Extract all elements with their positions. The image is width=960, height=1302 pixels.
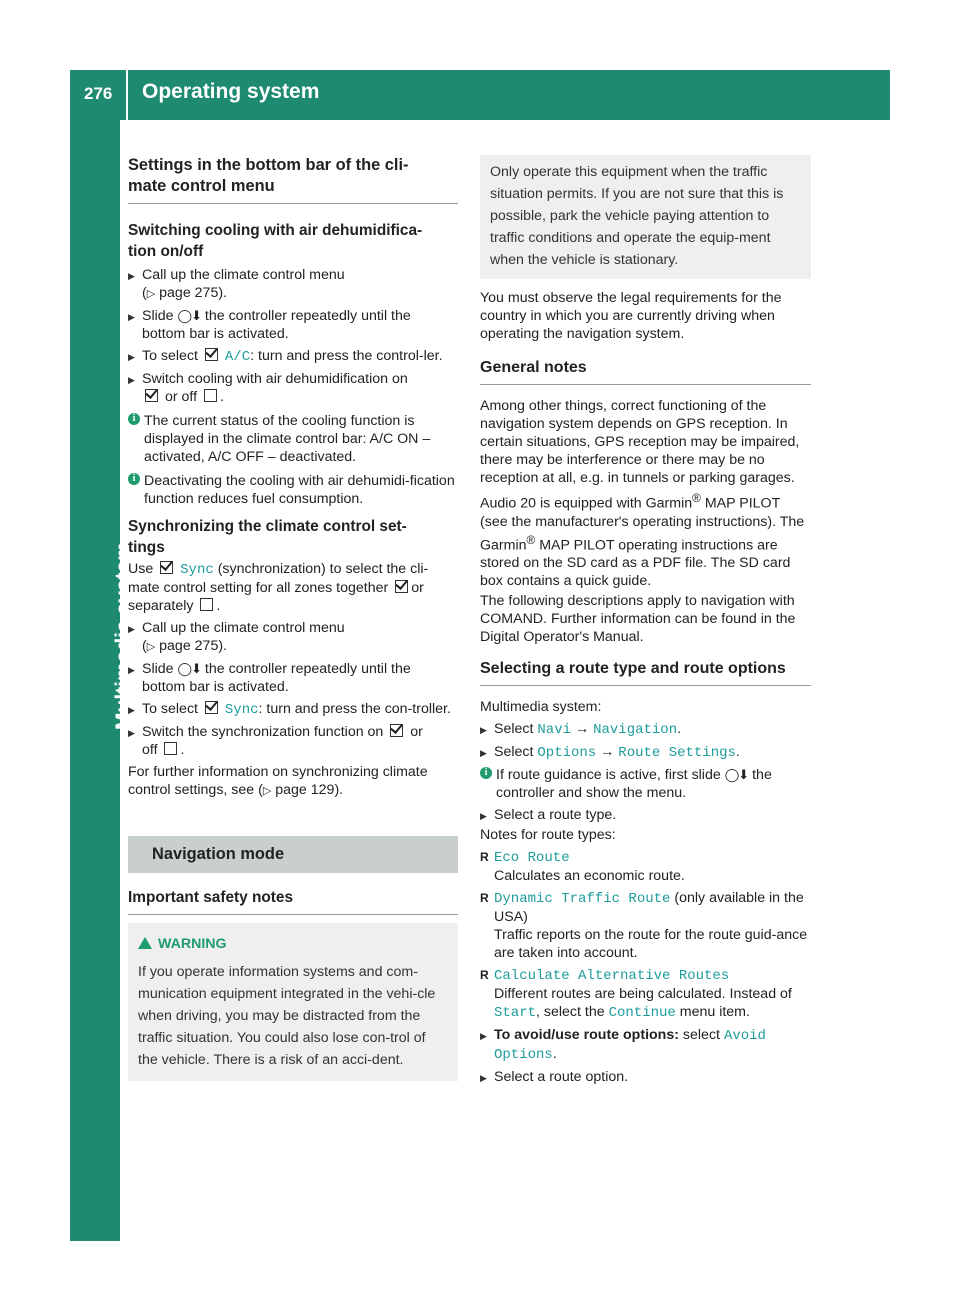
menu-code: Options xyxy=(537,745,597,762)
warning-title: WARNING xyxy=(158,936,227,952)
page-ref: page 129). xyxy=(275,782,344,798)
list-item: ▶ Select Navi → Navigation. xyxy=(480,720,811,739)
step-text: select xyxy=(682,1027,720,1044)
info-icon: i xyxy=(128,413,140,425)
checkbox-checked-icon xyxy=(205,701,218,714)
text: Calculates an economic route. xyxy=(494,868,685,885)
step-text: Call up the climate control menu xyxy=(142,620,345,636)
checkbox-checked-icon xyxy=(390,724,403,737)
text: Use xyxy=(128,561,154,577)
page-ref: page 275). xyxy=(159,638,227,654)
text: (synchronization) to select the cli-mate control setting for all zones together xyxy=(128,561,429,596)
menu-code: Eco Route xyxy=(494,850,570,867)
divider xyxy=(480,685,811,686)
list-item: ▶ Switch cooling with air dehumidification on or off . xyxy=(128,370,458,406)
list-item: ▶ Select Options → Route Settings. xyxy=(480,743,811,762)
notice-text: Only operate this equipment when the traffic situation permits. If you are not sure that this is possible, park the vehicle paying attention to traffic conditions and operate the equip-ment when the vehicle is stationary. xyxy=(490,164,784,268)
menu-code: Calculate Alternative Routes xyxy=(494,968,730,985)
page-number: 276 xyxy=(84,84,113,103)
text: MAP PILOT (see the manufacturer's operating instructions). The Garmin xyxy=(480,495,805,554)
step-text: Switch cooling with air dehumidification on xyxy=(142,371,408,387)
controller-icon: ◯⬇ xyxy=(177,308,201,323)
text: (only available in the USA) xyxy=(494,890,804,926)
menu-code: Sync xyxy=(224,702,259,718)
menu-code: Navi xyxy=(537,722,571,739)
checkbox-checked-icon xyxy=(395,580,408,593)
heading-cooling: Switching cooling with air dehumidifica- tion on/off xyxy=(128,222,423,260)
menu-code: Sync xyxy=(180,562,214,578)
page-ref: page 275). xyxy=(159,285,227,301)
text: Audio 20 is equipped with Garmin xyxy=(480,495,693,512)
notice-box xyxy=(480,155,811,279)
list-item xyxy=(128,307,458,343)
left-column xyxy=(128,155,458,1081)
menu-code: Continue xyxy=(608,1005,676,1022)
paragraph: Notes for route types: xyxy=(480,827,616,844)
page-header xyxy=(70,70,890,120)
heading-general: General notes xyxy=(480,359,587,376)
info-note xyxy=(128,472,458,508)
heading-safety: Important safety notes xyxy=(128,889,294,906)
step-text: or xyxy=(410,724,423,740)
section-title: Navigation mode xyxy=(152,845,285,863)
registered-icon: ® xyxy=(526,532,536,547)
text: separately xyxy=(128,598,194,614)
warning-header xyxy=(138,933,448,955)
list-item xyxy=(480,848,811,885)
warning-text: If you operate information systems and com-munication equipment integrated in the vehi-cle when driving, you may be distracted from the traffic situation. You could also lose con-trol of the vehicle. There is a risk of an acci-dent. xyxy=(138,964,436,1068)
menu-code: Dynamic Traffic Route xyxy=(494,891,671,908)
triangle-icon: ▷ xyxy=(146,641,156,653)
list-item: ▶ Call up the climate control menu (▷ page 275). xyxy=(128,619,458,656)
warning-icon xyxy=(138,937,152,949)
paragraph: Among other things, correct functioning of the navigation system depends on GPS reception. In certain situations, GPS reception may be impaired, there may be interference or there may be no reception at all, e.g. in tunnels or parking garages. xyxy=(480,398,800,486)
menu-code: Options xyxy=(494,1047,553,1064)
controller-icon: ◯⬇ xyxy=(177,661,201,676)
heading-settings: Settings in the bottom bar of the cli- mate control menu xyxy=(128,156,409,195)
step-text: Call up the climate control menu xyxy=(142,267,345,283)
step-text: Select a route option. xyxy=(494,1069,629,1086)
paragraph xyxy=(480,489,811,590)
list-item xyxy=(128,660,458,696)
step-text: To select xyxy=(142,348,198,364)
paragraph: The following descriptions apply to navigation with COMAND. Further information can be found in the Digital Operator's Manual. xyxy=(480,593,796,646)
divider xyxy=(128,203,458,204)
step-text: the controller repeatedly until the bottom bar is activated. xyxy=(142,661,411,695)
step-text: or off xyxy=(164,389,198,405)
list-item xyxy=(480,966,811,1022)
step-text: To avoid/use route options: xyxy=(494,1027,679,1044)
page-title: Operating system xyxy=(142,80,320,103)
step-text: Slide xyxy=(142,308,174,324)
step-text: Select xyxy=(494,721,534,738)
info-text: If route guidance is active, first slide xyxy=(496,767,721,784)
menu-code: Route Settings xyxy=(618,745,736,762)
divider xyxy=(480,384,811,385)
controller-icon: ◯⬇ xyxy=(724,767,749,783)
text: For further information on synchronizing climate control settings, see ( xyxy=(128,764,428,798)
paragraph: You must observe the legal requirements for the country in which you are currently driving when operating the navigation system. xyxy=(480,290,782,342)
triangle-icon: ▷ xyxy=(146,288,156,300)
text: Different routes are being calculated. Instead of xyxy=(494,986,792,1003)
list-item xyxy=(128,347,458,366)
step-text: Select a route type. xyxy=(494,807,617,824)
arrow-icon: → xyxy=(574,721,590,738)
info-note xyxy=(128,412,458,466)
text: Traffic reports on the route for the route guid-ance are taken into account. xyxy=(494,927,808,962)
registered-icon: ® xyxy=(692,491,701,505)
right-column xyxy=(480,155,811,1086)
checkbox-empty-icon xyxy=(204,389,217,402)
step-text: To select xyxy=(142,701,198,717)
warning-box xyxy=(128,923,458,1081)
menu-code: Start xyxy=(494,1005,537,1022)
step-text: the controller repeatedly until the bottom bar is activated. xyxy=(142,308,411,342)
text: MAP PILOT operating instructions are stored on the SD card as a PDF file. The SD card box contains a quick guide. xyxy=(480,537,791,590)
text: or xyxy=(411,580,424,596)
step-text: Slide xyxy=(142,661,174,677)
step-text: Switch the synchronization function on xyxy=(142,724,384,740)
step-text: Select xyxy=(494,744,534,761)
section-band xyxy=(128,836,458,873)
list-item xyxy=(480,806,811,824)
menu-code: Avoid xyxy=(723,1028,766,1045)
heading-sync: Synchronizing the climate control set- tings xyxy=(128,518,407,556)
heading-route: Selecting a route type and route options xyxy=(480,660,786,678)
text: menu item. xyxy=(679,1004,750,1021)
checkbox-empty-icon xyxy=(200,598,213,611)
info-icon: i xyxy=(480,767,492,779)
paragraph xyxy=(128,763,458,800)
triangle-icon: ▷ xyxy=(262,785,272,797)
list-item: ▶ Switch the synchronization function on or off . xyxy=(128,723,458,759)
menu-code: Navigation xyxy=(593,722,678,739)
info-note xyxy=(480,766,811,802)
menu-code: A/C xyxy=(224,349,251,365)
checkbox-checked-icon xyxy=(160,561,173,574)
list-item: ▶ To avoid/use route options: select Avoid Options. xyxy=(480,1026,811,1064)
step-text: : turn and press the control-ler. xyxy=(250,348,443,364)
paragraph: Multimedia system: xyxy=(480,699,602,716)
list-item: ▶ Call up the climate control menu (▷ page 275). xyxy=(128,266,458,303)
text: , select the xyxy=(536,1004,605,1021)
info-text: Deactivating the cooling with air dehumidi-fication function reduces fuel consumption. xyxy=(144,473,455,507)
arrow-icon: → xyxy=(600,744,615,761)
list-item xyxy=(128,700,458,719)
info-text: the controller and show the menu. xyxy=(496,767,772,802)
divider xyxy=(128,914,458,915)
step-text: off xyxy=(142,742,158,758)
paragraph: Use Sync (synchronization) to select the cli-mate control setting for all zones together or separately . xyxy=(128,561,429,614)
header-divider xyxy=(126,70,128,120)
list-item xyxy=(480,1068,811,1086)
side-tab-label: Multimedia system xyxy=(112,542,135,730)
info-icon: i xyxy=(128,473,140,485)
step-text: : turn and press the con-troller. xyxy=(258,701,451,717)
info-text: The current status of the cooling function is displayed in the climate control bar: A/C ON – activated, A/C OFF – deactivated. xyxy=(144,413,431,465)
list-item xyxy=(480,889,811,962)
checkbox-checked-icon xyxy=(205,348,218,361)
checkbox-checked-icon xyxy=(145,389,158,402)
checkbox-empty-icon xyxy=(164,742,177,755)
